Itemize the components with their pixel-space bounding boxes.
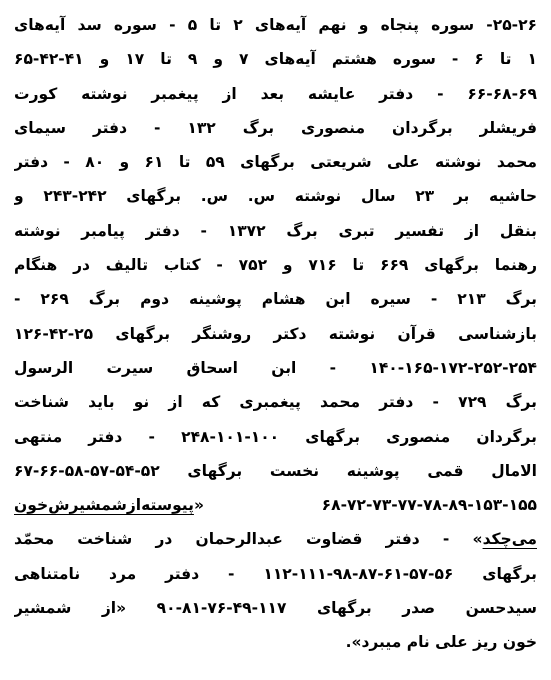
text-line: برگ ۲۱۳ - سیره ابن هشام پوشینه دوم برگ ۲۶۹ - xyxy=(14,290,537,309)
text-line xyxy=(14,522,537,556)
text-line: محمد نوشته علی شریعتی برگهای ۵۹ تا ۶۱ و ۸۰ - دفتر xyxy=(14,153,537,172)
text-line: ۶۶-۶۸-۶۹ - دفتر عایشه بعد از پیغمبر نوشته کورت xyxy=(14,84,537,103)
text-line: بنقل از تفسیر تبری برگ ۱۳۷۲ - دفتر پیامبر نوشته xyxy=(14,221,537,240)
text-line: برگردان منصوری برگهای ۱۰۰-۱۰۱-۲۴۸ - دفتر منتهی xyxy=(14,427,537,446)
text-line: خون ریز علی نام میبرد». xyxy=(345,633,537,652)
text-line: سیدحسن صدر برگهای ۱۱۷-۴۹-۷۶-۸۱-۹۰ «از شمشیر xyxy=(14,599,537,618)
text-segment: » - دفتر قضاوت عبدالرحمان در شناخت محمّد xyxy=(14,530,483,549)
text-line: بازشناسی قرآن نوشته دکتر روشنگر برگهای ۲۵-۴۲-۱۲۶ xyxy=(14,324,537,343)
text-line: الامال قمی پوشینه نخست برگهای ۵۲-۵۴-۵۷-۵۸-۶۶-۶۷ xyxy=(14,461,537,480)
text-line: ۱ تا ۶ - سوره هشتم آیه‌های ۷ و ۹ تا ۱۷ و ۴۱-۴۲-۶۵ xyxy=(14,50,537,69)
text-line: ۱۴۰-۱۶۵-۱۷۲-۲۵۲-۲۵۴ - ابن اسحاق سیرت الرسول xyxy=(14,358,537,377)
text-line xyxy=(14,488,537,522)
paragraph xyxy=(14,8,537,660)
text-segment: ۶۸-۷۲-۷۳-۷۷-۷۸-۸۹-۱۵۳-۱۵۵ « xyxy=(193,496,537,515)
text-line: برگهای ۵۶-۵۷-۶۱-۸۷-۹۸-۱۱۱-۱۱۲ - دفتر مرد نامتناهی xyxy=(14,564,537,583)
text-line: ۲۵-۲۶- سوره پنجاه و نهم آیه‌های ۲ تا ۵ - سوره سد آیه‌های xyxy=(14,16,537,34)
text-line: رهنما برگهای ۶۶۹ تا ۷۱۶ و ۷۵۲ - کتاب تالیف در هنگام xyxy=(14,256,537,275)
text-line: حاشیه بر ۲۳ سال نوشته س. س. برگهای ۲۴۲-۲۴۳ و xyxy=(14,187,537,206)
text-line: برگ ۷۲۹ - دفتر محمد پیغمبری که از نو باید شناخت xyxy=(14,393,537,412)
underlined-quote: پیوسته‌از‌شمشیرش‌خون xyxy=(14,496,194,515)
underlined-quote: می‌چکد xyxy=(482,530,537,549)
text-line: فریشلر برگردان منصوری برگ ۱۳۲ - دفتر سیمای xyxy=(14,118,537,137)
